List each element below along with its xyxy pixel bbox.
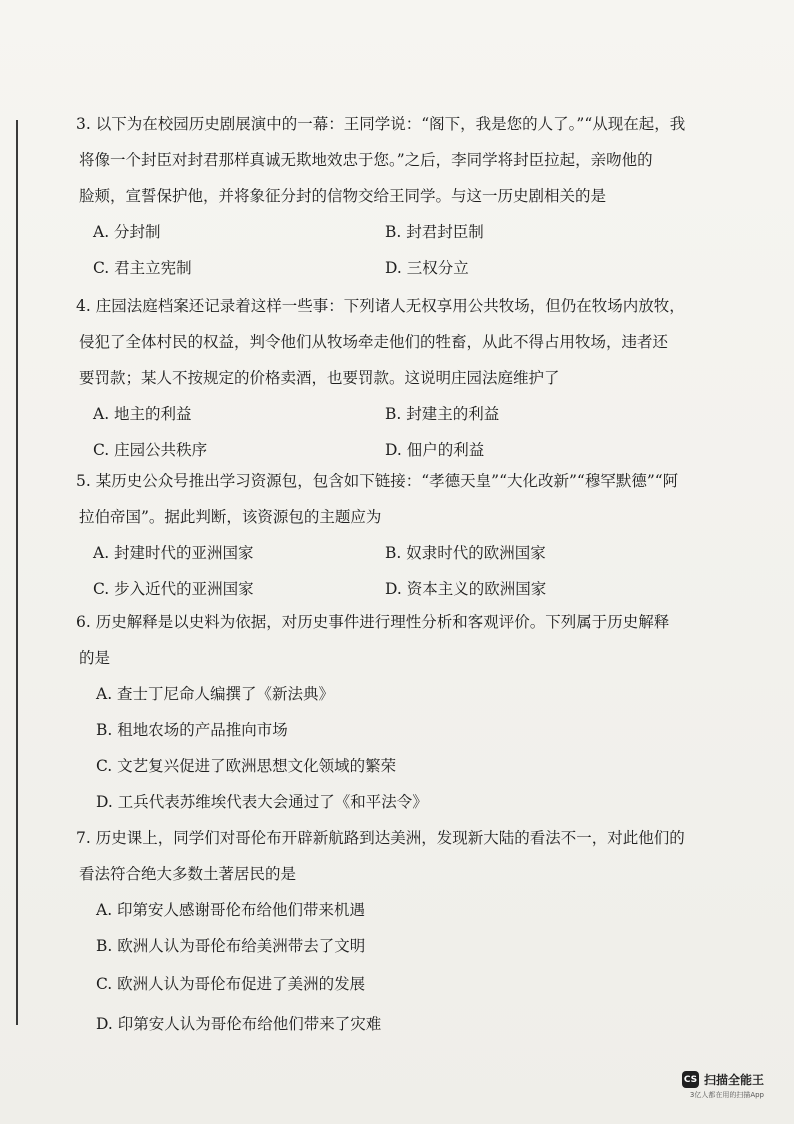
option-d: D. 资本主义的欧洲国家 — [385, 580, 547, 598]
option-c: C. 步入近代的亚洲国家 — [93, 580, 254, 598]
option-c: C. 欧洲人认为哥伦布促进了美洲的发展 — [96, 975, 366, 993]
camscanner-logo-icon: CS — [682, 1071, 699, 1088]
option-b: B. 欧洲人认为哥伦布给美洲带去了文明 — [96, 937, 366, 955]
option-b: B. 奴隶时代的欧洲国家 — [385, 544, 546, 562]
question-stem-line: 将像一个封臣对封君那样真诚无欺地效忠于您。”之后，李同学将封臣拉起，亲吻他的 — [79, 151, 653, 169]
margin-line — [16, 120, 18, 1025]
question-3 — [76, 106, 706, 286]
question-stem-line: 侵犯了全体村民的权益，判令他们从牧场牵走他们的牲畜，从此不得占用牧场，违者还 — [79, 333, 669, 351]
watermark-header — [682, 1071, 764, 1088]
question-stem-line: 6. 历史解释是以史料为依据，对历史事件进行理性分析和客观评价。下列属于历史解释 — [76, 613, 670, 631]
option-row — [76, 214, 706, 250]
option-row — [76, 250, 706, 286]
question-stem-line: 5. 某历史公众号推出学习资源包，包含如下链接：“孝德天皇”“大化改新”“穆罕默德”“阿 — [76, 472, 679, 490]
option-d: D. 工兵代表苏维埃代表大会通过了《和平法令》 — [96, 793, 428, 811]
option-row — [76, 396, 706, 432]
option-a: A. 地主的利益 — [93, 405, 192, 423]
watermark-app-name: 扫描全能王 — [703, 1073, 764, 1087]
question-stem-line: 3. 以下为在校园历史剧展演中的一幕：王同学说：“阁下，我是您的人了。”“从现在起，我 — [76, 115, 686, 133]
question-stem-line: 要罚款；某人不按规定的价格卖酒，也要罚款。这说明庄园法庭维护了 — [79, 369, 560, 387]
option-d: D. 佃户的利益 — [385, 441, 485, 459]
option-c: C. 君主立宪制 — [93, 259, 192, 277]
option-d: D. 三权分立 — [385, 259, 469, 277]
question-7 — [76, 820, 706, 1044]
option-c: C. 文艺复兴促进了欧洲思想文化领域的繁荣 — [96, 757, 397, 775]
question-stem-line: 4. 庄园法庭档案还记录着这样一些事：下列诸人无权享用公共牧场，但仍在牧场内放牧， — [76, 297, 685, 315]
option-row — [76, 535, 706, 571]
question-stem-line: 脸颊，宣誓保护他，并将象征分封的信物交给王同学。与这一历史剧相关的是 — [79, 187, 607, 205]
question-5 — [76, 463, 706, 607]
question-stem-line: 看法符合绝大多数土著居民的是 — [79, 865, 297, 883]
question-6 — [76, 604, 706, 820]
option-a: A. 封建时代的亚洲国家 — [93, 544, 254, 562]
question-4 — [76, 288, 706, 468]
option-row — [76, 571, 706, 607]
option-d: D. 印第安人认为哥伦布给他们带来了灾难 — [96, 1015, 382, 1033]
option-b: B. 租地农场的产品推向市场 — [96, 721, 288, 739]
option-a: A. 印第安人感谢哥伦布给他们带来机遇 — [96, 901, 366, 919]
question-stem-line: 7. 历史课上，同学们对哥伦布开辟新航路到达美洲，发现新大陆的看法不一，对此他们的 — [76, 829, 685, 847]
question-stem-line: 拉伯帝国”。据此判断，该资源包的主题应为 — [79, 508, 382, 526]
option-a: A. 查士丁尼命人编撰了《新法典》 — [96, 685, 335, 703]
option-b: B. 封建主的利益 — [385, 405, 500, 423]
option-a: A. 分封制 — [93, 223, 161, 241]
watermark-tagline: 3亿人都在用的扫描App — [689, 1091, 764, 1099]
question-stem-line: 的是 — [79, 649, 111, 667]
scanner-watermark — [682, 1071, 764, 1100]
option-c: C. 庄园公共秩序 — [93, 441, 208, 459]
option-b: B. 封君封臣制 — [385, 223, 484, 241]
